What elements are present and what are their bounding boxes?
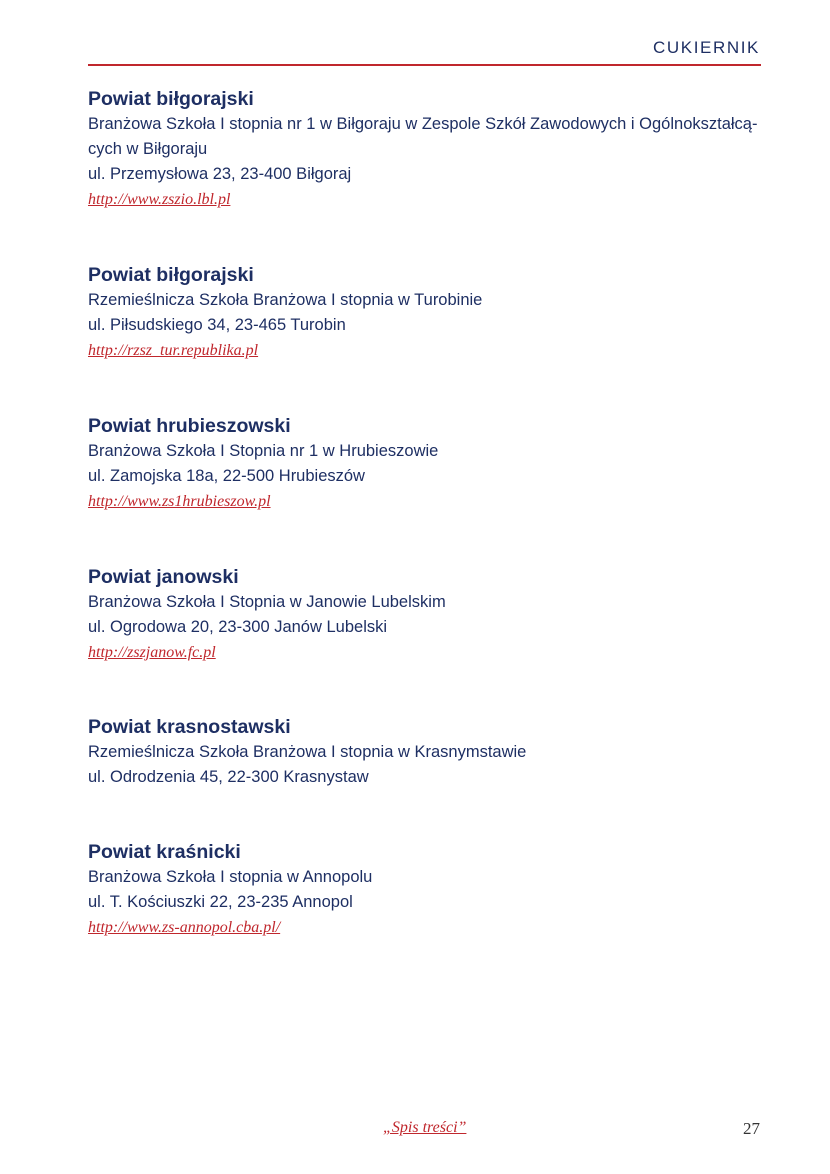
- school-entry: [88, 714, 768, 790]
- table-of-contents-link[interactable]: „Spis treści”: [383, 1119, 467, 1136]
- school-address: ul. Ogrodowa 20, 23-300 Janów Lubelski: [88, 618, 388, 636]
- school-name: Branżowa Szkoła I Stopnia nr 1 w Hrubieszowie: [88, 442, 439, 460]
- school-entry: [88, 839, 768, 940]
- school-address: ul. Piłsudskiego 34, 23-465 Turobin: [88, 316, 346, 334]
- district-heading: Powiat janowski: [88, 566, 239, 588]
- district-heading: Powiat kraśnicki: [88, 841, 241, 863]
- school-address: ul. T. Kościuszki 22, 23-235 Annopol: [88, 893, 353, 911]
- school-name: Rzemieślnicza Szkoła Branżowa I stopnia w Krasnymstawie: [88, 743, 527, 761]
- section-title: CUKIERNIK: [653, 38, 760, 57]
- school-name: Branżowa Szkoła I stopnia w Annopolu: [88, 868, 373, 886]
- school-entry: [88, 262, 768, 363]
- school-entry: [88, 413, 768, 514]
- school-website-link[interactable]: http://www.zs1hrubieszow.pl: [88, 493, 271, 510]
- school-address: ul. Przemysłowa 23, 23-400 Biłgoraj: [88, 165, 352, 183]
- district-heading: Powiat biłgorajski: [88, 264, 254, 286]
- header-divider: [88, 64, 761, 66]
- district-heading: Powiat hrubieszowski: [88, 415, 291, 437]
- school-website-link[interactable]: http://www.zs-annopol.cba.pl/: [88, 919, 281, 936]
- school-address: ul. Odrodzenia 45, 22-300 Krasnystaw: [88, 768, 369, 786]
- school-name: Branżowa Szkoła I stopnia nr 1 w Biłgoraju w Zespole Szkół Zawodowych i Ogólnokształcą-: [88, 115, 758, 133]
- school-address: ul. Zamojska 18a, 22-500 Hrubieszów: [88, 467, 365, 485]
- page-number: 27: [743, 1119, 760, 1138]
- district-heading: Powiat biłgorajski: [88, 88, 254, 110]
- school-name: Branżowa Szkoła I Stopnia w Janowie Lubelskim: [88, 593, 446, 611]
- school-entry: [88, 86, 768, 212]
- district-heading: Powiat krasnostawski: [88, 716, 291, 738]
- school-website-link[interactable]: http://zszjanow.fc.pl: [88, 644, 216, 661]
- school-name: Rzemieślnicza Szkoła Branżowa I stopnia w Turobinie: [88, 291, 483, 309]
- school-entry: [88, 564, 768, 665]
- school-website-link[interactable]: http://www.zszio.lbl.pl: [88, 191, 231, 208]
- school-website-link[interactable]: http://rzsz_tur.republika.pl: [88, 342, 259, 359]
- school-name-continued: cych w Biłgoraju: [88, 140, 208, 158]
